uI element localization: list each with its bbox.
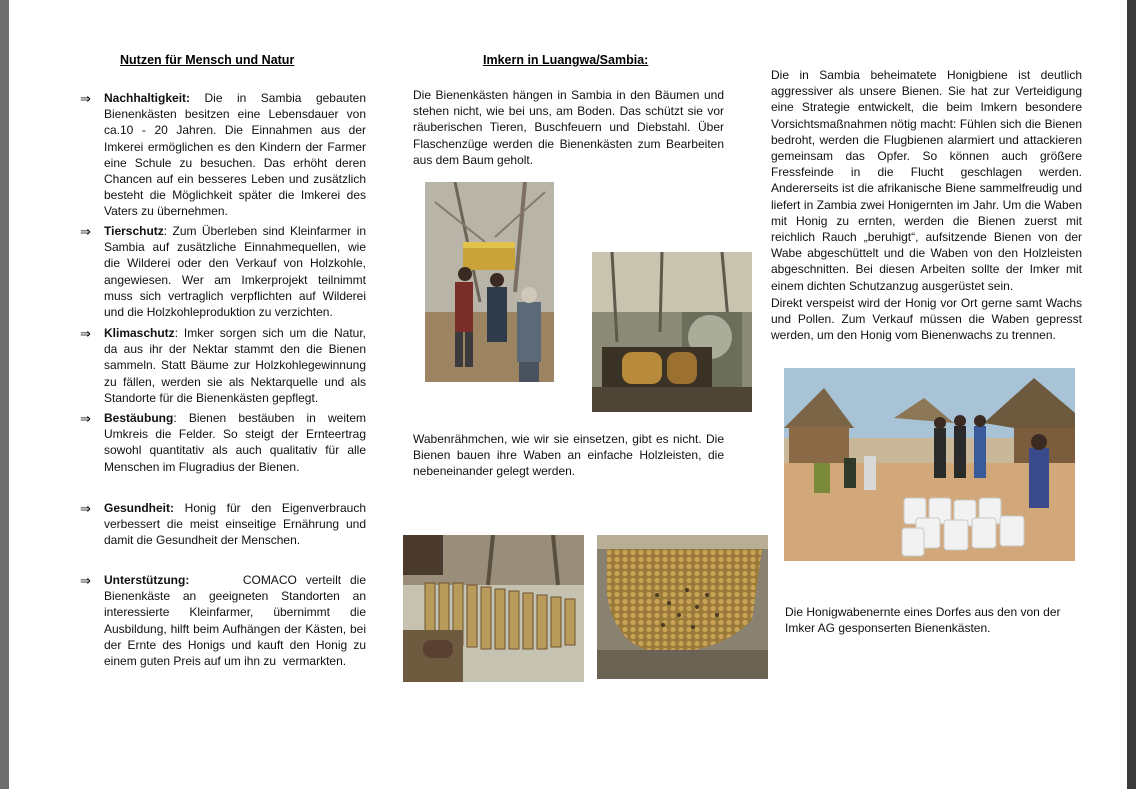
paragraph-honigbiene: Die in Sambia beheimatete Honigbiene ist deutlich aggressiver als unsere Bienen. Sie hat zur Verteidigung eine Strategie entwickelt, die beim Imkern besondere Vorsichtsmaßnahmen nötig macht: Fühlen sich die Bienen bedroht, werden die Flugbienen alarmiert und attackieren gemeinsam das Opfer. So können auch größere Fressfeinde in die Flucht geschlagen werden. Andererseits ist die afrikanische Biene sammelfreudig und liefert in Zambia zwei Honigernten im Jahr. Um die Waben mit Honig zu ernten, werden die Bienen zuerst mit reichlich Rauch „beruhigt“, aufsitzende Bienen von der Wabe abgeschüttelt und die Waben von den Holzleisten abgeschnitten. Bei diesen Arbeiten sollte der Imker mit einem dichten Schutzanzug ausgerüstet sein. bbox=[771, 68, 1082, 293]
photo-hive-lifting bbox=[425, 182, 554, 382]
item-unterstuetzung bbox=[104, 572, 370, 669]
caption-village-harvest: Die Honigwabenernte eines Dorfes aus den von der Imker AG gesponserten Bienenkästen. bbox=[785, 605, 1061, 636]
item-nachhaltigkeit bbox=[104, 90, 366, 220]
item-text: : Zum Überleben sind Kleinfarmer in Sambia auf zusätzliche Einnahmequellen, wie die Wilderei oder den Verkauf von Holzkohle, angewiesen. Wer am Imkerprojekt teilnimmt muss sich vertraglich verpflichten auf Wilderei und die Holzkohleproduktion zu verzichten. bbox=[104, 224, 366, 320]
item-title: Klimaschutz bbox=[104, 326, 175, 340]
bullet-arrow-icon: ⇒ bbox=[80, 573, 91, 588]
heading-imkern: Imkern in Luangwa/Sambia: bbox=[483, 53, 649, 67]
item-klimaschutz bbox=[104, 325, 366, 406]
photo-honeycomb bbox=[597, 535, 768, 679]
item-text: : Imker sorgen sich um die Natur, da aus ihr der Nektar stammt den die Bienen sammeln. Statt Bäume zur Holzkohlegewinnung zu fällen, werden sie als Nektarquelle und als Standorte für die Bienenkästen gepflegt. bbox=[104, 326, 366, 405]
item-title: Bestäubung bbox=[104, 411, 174, 425]
bullet-arrow-icon: ⇒ bbox=[80, 91, 91, 106]
item-tierschutz bbox=[104, 223, 366, 320]
item-title: Nachhaltigkeit: bbox=[104, 91, 191, 105]
item-text: Die in Sambia gebauten Bienenkästen besitzen eine Lebensdauer von ca.10 - 20 Jahren. Die Einnahmen aus der Imkerei ermöglichen es den Kindern der Farmer eine Schule zu besuchen. Das erhöht deren Chancen auf ein besseres Leben und zusätzlich besteht die Möglichkeit später die Imkerei des Vaters zu übernehmen. bbox=[104, 91, 366, 219]
bullet-arrow-icon: ⇒ bbox=[80, 411, 91, 426]
item-text: Honig für den Eigenverbrauch verbessert die meist einseitige Ernährung und damit die Gesundheit der Menschen. bbox=[104, 501, 366, 548]
bullet-arrow-icon: ⇒ bbox=[80, 224, 91, 239]
item-gesundheit bbox=[104, 500, 366, 549]
item-text: : Bienen bestäuben in weitem Umkreis die Felder. So steigt der Ernteertrag sowohl quantitativ als auch qualitativ für alle Menschen im Flugradius der Bienen. bbox=[104, 411, 366, 474]
item-title: Unterstützung: bbox=[104, 573, 190, 587]
item-title: Tierschutz bbox=[104, 224, 164, 238]
photo-top-bars bbox=[403, 535, 584, 682]
paragraph-wabenraehmchen: Wabenrähmchen, wie wir sie einsetzen, gibt es nicht. Die Bienen bauen ihre Waben an einfache Holzleisten, die nebeneinander gelegt werden. bbox=[413, 432, 724, 479]
photo-village-harvest-image bbox=[784, 368, 1075, 561]
document-page bbox=[9, 0, 1127, 789]
bullet-arrow-icon: ⇒ bbox=[80, 326, 91, 341]
bullet-arrow-icon: ⇒ bbox=[80, 501, 91, 516]
heading-nutzen: Nutzen für Mensch und Natur bbox=[120, 53, 295, 67]
photo-hive-lifting-image bbox=[425, 182, 554, 382]
photo-top-bars-image bbox=[403, 535, 584, 682]
photo-comb-harvest-image bbox=[592, 252, 752, 412]
photo-honeycomb-image bbox=[597, 535, 768, 679]
item-title: Gesundheit: bbox=[104, 501, 175, 515]
paragraph-honig-verkauf: Direkt verspeist wird der Honig vor Ort gerne samt Wachs und Pollen. Zum Verkauf müssen die Waben gepresst werden, um den Honig vom Bienenwachs zu trennen. bbox=[771, 296, 1082, 343]
paragraph-bienenkaesten: Die Bienenkästen hängen in Sambia in den Bäumen und stehen nicht, wie bei uns, am Boden. Das schützt sie vor räuberischen Tieren, Buschfeuern und Diebstahl. Über Flaschenzüge werden die Bienenkästen zum Bearbeiten aus dem Baum geholt. bbox=[413, 88, 724, 167]
photo-village-harvest bbox=[784, 368, 1075, 561]
photo-comb-harvest bbox=[592, 252, 752, 412]
viewer-right-edge bbox=[1127, 0, 1136, 789]
viewer-left-edge bbox=[0, 0, 9, 789]
item-text: COMACO verteilt die Bienenkäste an geeigneten Standorten an interessierte Kleinfarmer, übernimmt die Ausbildung, hilft beim Aufhängen der Kästen, bei der Ernte des Honigs und kauft den Honig zu einem guten Preis auf um ihn zu vermarkten. bbox=[104, 573, 370, 669]
item-bestaeubung bbox=[104, 410, 366, 475]
